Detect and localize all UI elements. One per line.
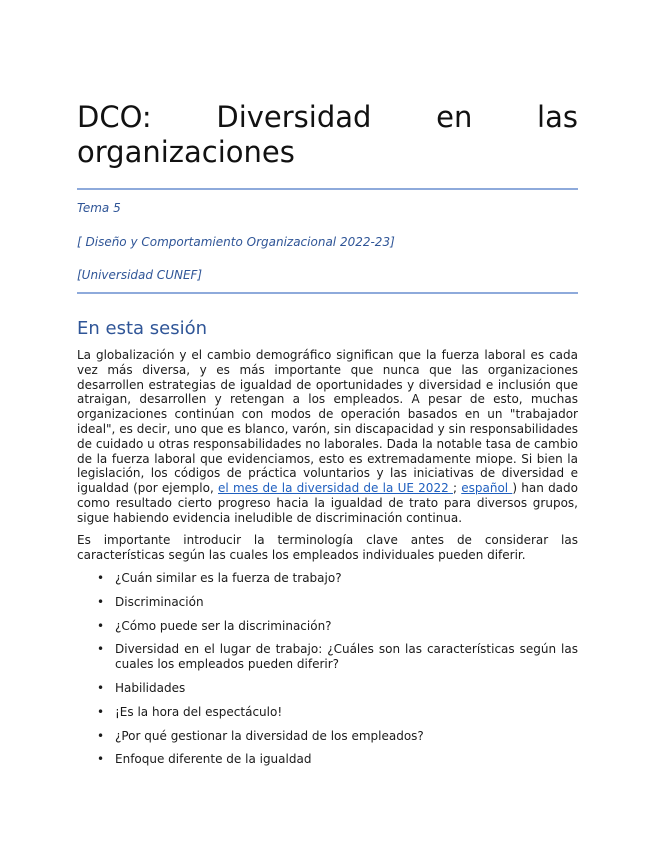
link-separator: ; xyxy=(452,481,462,496)
top-divider xyxy=(77,188,578,190)
university-name: [Universidad CUNEF] xyxy=(77,268,203,282)
list-item xyxy=(77,571,578,586)
bullet-icon: • xyxy=(97,642,105,657)
title-word: Diversidad xyxy=(216,100,372,134)
list-item xyxy=(77,729,578,744)
document-title xyxy=(77,100,578,170)
title-word: las xyxy=(537,100,578,134)
intro-paragraph xyxy=(77,348,578,526)
title-line-1 xyxy=(77,100,578,135)
title-word: en xyxy=(436,100,473,134)
list-item-text: ¿Por qué gestionar la diversidad de los empleados? xyxy=(115,728,424,743)
bullet-icon: • xyxy=(97,571,105,585)
paragraph-text: La globalización y el cambio demográfico significan que la fuerza laboral es cada vez más diversa, y es más importante que nunca que las organizaciones desarrollen estrategias de igualdad de oportunidades y diversidad e inclusión que atraigan, desarrollen y retengan a los empleados. A pesar de esto, muchas organizaciones continúan con modos de operación basados en un "trabajador ideal", es decir, uno que es blanco, varón, sin discapacidad y sin responsabilidades de cuidado u otras responsabilidades no laborales. Dada la notable tasa de cambio de la fuerza laboral que evidenciamos, esto es extremadamente miope. Si bien la legislación, los códigos de práctica voluntarios y las iniciativas de diversidad e igualdad (por ejemplo, xyxy=(77,348,578,496)
list-item xyxy=(77,752,578,767)
list-item xyxy=(77,619,578,634)
bullet-icon: • xyxy=(97,728,105,743)
list-item xyxy=(77,642,578,672)
bullet-icon: • xyxy=(97,752,105,767)
bullet-icon: • xyxy=(97,704,105,719)
bullet-icon: • xyxy=(97,594,105,609)
spanish-link[interactable]: español xyxy=(461,481,513,496)
list-item-text: ¡Es la hora del espectáculo! xyxy=(115,704,283,719)
list-item xyxy=(77,681,578,696)
list-item-text: Habilidades xyxy=(115,680,186,695)
list-item xyxy=(77,595,578,610)
list-item-text: Diversidad en el lugar de trabajo: ¿Cuáles son las características según las cuales los empleados pueden diferir? xyxy=(115,642,578,672)
title-line-2: organizaciones xyxy=(77,135,295,169)
list-item-text: ¿Cómo puede ser la discriminación? xyxy=(115,618,332,633)
title-word: DCO: xyxy=(77,100,152,134)
bottom-divider xyxy=(77,292,578,294)
document-subtitle: Tema 5 xyxy=(77,201,121,215)
course-name: [ Diseño y Comportamiento Organizacional 2022-23] xyxy=(77,235,395,249)
list-item-text: Discriminación xyxy=(115,594,204,609)
list-item-text: Enfoque diferente de la igualdad xyxy=(115,752,312,767)
terminology-paragraph: Es importante introducir la terminología clave antes de considerar las características según las cuales los empleados individuales pueden diferir. xyxy=(77,533,578,562)
eu-diversity-month-link[interactable]: el mes de la diversidad de la UE 2022 xyxy=(218,481,453,496)
paragraph-text-end: ) han dado como resultado cierto progreso hacia la igualdad de trato para diversos grupos, sigue habiendo evidencia ineludible de discriminación continua. xyxy=(77,481,578,525)
list-item xyxy=(77,705,578,720)
bullet-icon: • xyxy=(97,618,105,633)
list-item-text: ¿Cuán similar es la fuerza de trabajo? xyxy=(115,571,342,585)
topics-list xyxy=(77,571,578,767)
section-heading: En esta sesión xyxy=(77,318,208,339)
bullet-icon: • xyxy=(97,680,105,695)
